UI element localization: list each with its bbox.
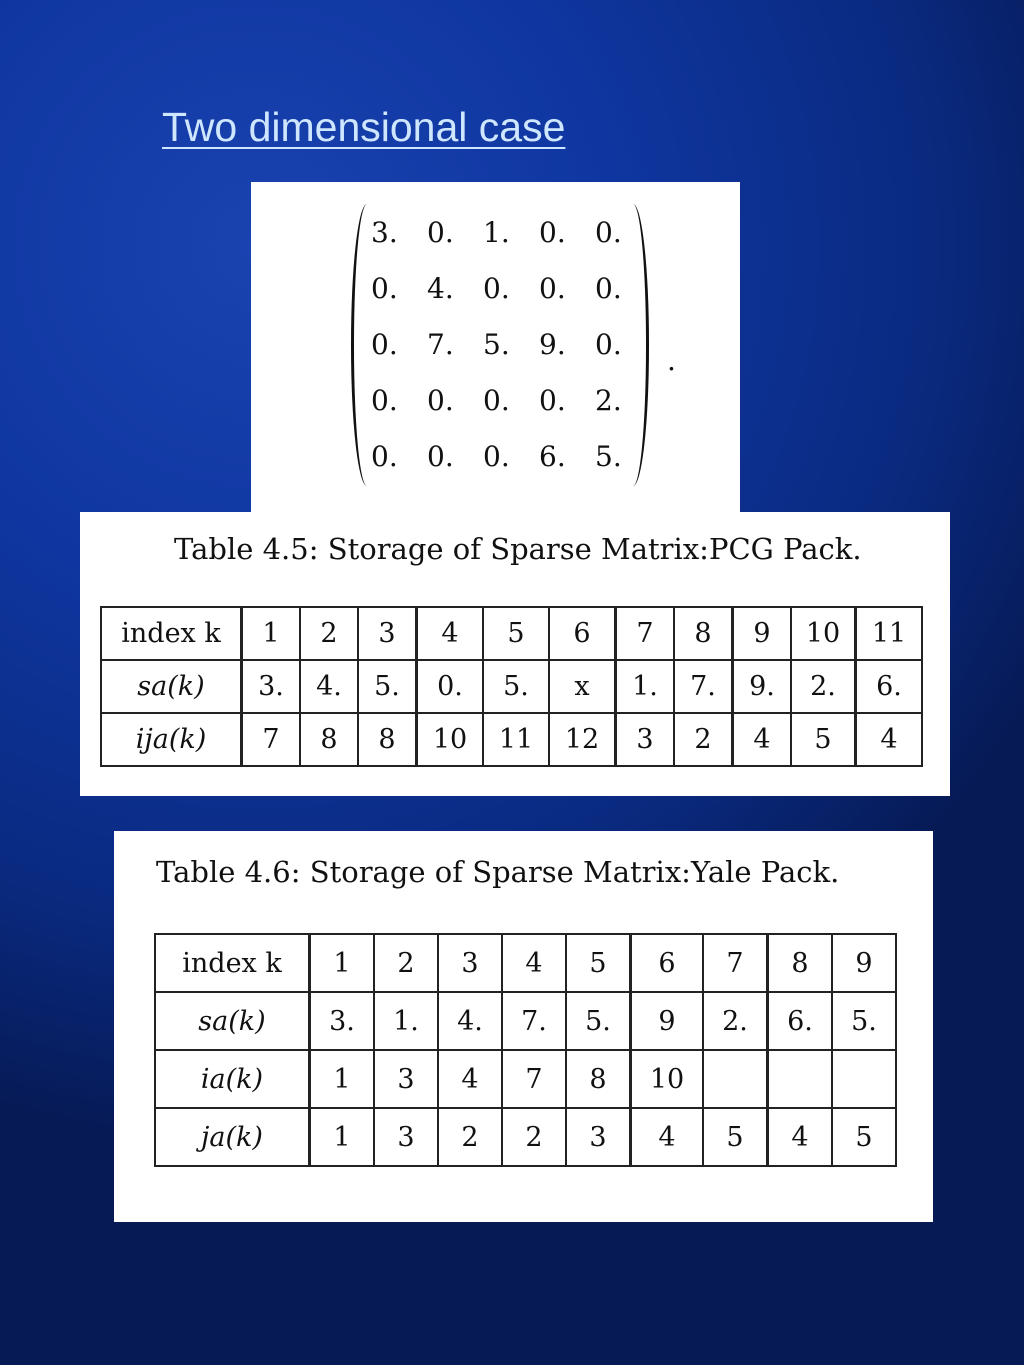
table-row [155, 992, 896, 1050]
table-row [155, 1050, 896, 1108]
ia-cell: 3 [374, 1050, 438, 1108]
index-cell: 6 [549, 607, 616, 660]
matrix-cell: 6. [539, 440, 566, 473]
slide-title-link[interactable]: Two dimensional case [162, 104, 566, 150]
index-cell: 6 [631, 934, 704, 992]
index-cell: 3 [438, 934, 502, 992]
index-cell: 9 [832, 934, 896, 992]
ja-cell: 2 [438, 1108, 502, 1166]
ija-cell: 3 [616, 713, 675, 766]
matrix-cell: 2. [595, 384, 622, 417]
matrix-cell: 0. [483, 440, 510, 473]
sa-cell: 1. [374, 992, 438, 1050]
table-row [101, 607, 922, 660]
matrix-cell: 0. [595, 272, 622, 305]
ija-cell: 11 [483, 713, 549, 766]
index-cell: 10 [791, 607, 856, 660]
row-header-index: index k [155, 934, 310, 992]
table-row [101, 713, 922, 766]
row-header-sa: sa(k) [155, 992, 310, 1050]
matrix-cell: 0. [483, 384, 510, 417]
matrix-cell: 0. [539, 384, 566, 417]
index-cell: 5 [566, 934, 631, 992]
yale-storage-table [154, 933, 897, 1167]
ija-cell: 10 [417, 713, 484, 766]
matrix-cell: 0. [371, 440, 398, 473]
matrix-grid [371, 216, 651, 496]
index-cell: 1 [310, 934, 375, 992]
pcg-storage-table [100, 606, 923, 767]
index-cell: 4 [502, 934, 566, 992]
sa-cell: 5. [483, 660, 549, 713]
ia-cell: 4 [438, 1050, 502, 1108]
ija-cell: 4 [856, 713, 923, 766]
matrix-cell: 5. [595, 440, 622, 473]
index-cell: 8 [768, 934, 833, 992]
sa-cell: 5. [358, 660, 417, 713]
matrix-cell: 4. [427, 272, 454, 305]
index-cell: 9 [733, 607, 792, 660]
sa-cell: 5. [832, 992, 896, 1050]
table-row [155, 1108, 896, 1166]
ja-cell: 3 [566, 1108, 631, 1166]
ija-cell: 5 [791, 713, 856, 766]
matrix-cell: 0. [595, 216, 622, 249]
index-cell: 2 [374, 934, 438, 992]
sa-cell: 5. [566, 992, 631, 1050]
matrix-cell: 0. [539, 216, 566, 249]
sa-cell: 9 [631, 992, 704, 1050]
matrix-cell: 0. [371, 272, 398, 305]
table-row [101, 660, 922, 713]
row-header-ia: ia(k) [155, 1050, 310, 1108]
ja-cell: 4 [631, 1108, 704, 1166]
ia-cell [832, 1050, 896, 1108]
matrix-row [371, 440, 651, 496]
index-cell: 5 [483, 607, 549, 660]
matrix-row [371, 216, 651, 272]
matrix-cell: 0. [427, 384, 454, 417]
index-cell: 1 [242, 607, 301, 660]
matrix-cell: 0. [483, 272, 510, 305]
index-cell: 4 [417, 607, 484, 660]
ija-cell: 4 [733, 713, 792, 766]
yale-table-caption: Table 4.6: Storage of Sparse Matrix:Yale Pack. [156, 855, 840, 889]
ija-cell: 7 [242, 713, 301, 766]
matrix-cell: 0. [595, 328, 622, 361]
matrix-cell: 1. [483, 216, 510, 249]
matrix-row [371, 328, 651, 384]
ja-cell: 1 [310, 1108, 375, 1166]
matrix-cell: 0. [371, 384, 398, 417]
left-parenthesis [351, 204, 367, 486]
sa-cell: 9. [733, 660, 792, 713]
matrix-row [371, 384, 651, 440]
sa-cell: 3. [310, 992, 375, 1050]
row-header-ija: ija(k) [101, 713, 242, 766]
yale-table-panel [114, 831, 933, 1222]
ia-cell: 8 [566, 1050, 631, 1108]
sa-cell: 7. [502, 992, 566, 1050]
matrix [351, 200, 676, 490]
sa-cell: x [549, 660, 616, 713]
ja-cell: 2 [502, 1108, 566, 1166]
matrix-cell: 0. [539, 272, 566, 305]
row-header-index: index k [101, 607, 242, 660]
ja-cell: 4 [768, 1108, 833, 1166]
pcg-table-caption: Table 4.5: Storage of Sparse Matrix:PCG Pack. [174, 532, 862, 566]
matrix-cell: 0. [427, 216, 454, 249]
index-cell: 3 [358, 607, 417, 660]
matrix-cell: 0. [371, 328, 398, 361]
sa-cell: 6. [856, 660, 923, 713]
matrix-cell: 5. [483, 328, 510, 361]
ija-cell: 2 [674, 713, 733, 766]
row-header-sa: sa(k) [101, 660, 242, 713]
matrix-cell: 7. [427, 328, 454, 361]
ia-cell [703, 1050, 768, 1108]
ja-cell: 5 [703, 1108, 768, 1166]
matrix-cell: 9. [539, 328, 566, 361]
sa-cell: 6. [768, 992, 833, 1050]
index-cell: 11 [856, 607, 923, 660]
index-cell: 2 [300, 607, 358, 660]
ja-cell: 5 [832, 1108, 896, 1166]
ia-cell [768, 1050, 833, 1108]
index-cell: 7 [616, 607, 675, 660]
ija-cell: 12 [549, 713, 616, 766]
sa-cell: 1. [616, 660, 675, 713]
ja-cell: 3 [374, 1108, 438, 1166]
sa-cell: 2. [703, 992, 768, 1050]
matrix-cell: 3. [371, 216, 398, 249]
matrix-cell: 0. [427, 440, 454, 473]
ia-cell: 1 [310, 1050, 375, 1108]
matrix-image-panel [251, 182, 740, 516]
row-header-ja: ja(k) [155, 1108, 310, 1166]
ia-cell: 10 [631, 1050, 704, 1108]
index-cell: 8 [674, 607, 733, 660]
pcg-table-panel [80, 512, 950, 796]
table-row [155, 934, 896, 992]
sa-cell: 0. [417, 660, 484, 713]
sa-cell: 2. [791, 660, 856, 713]
sa-cell: 3. [242, 660, 301, 713]
ija-cell: 8 [358, 713, 417, 766]
sa-cell: 4. [438, 992, 502, 1050]
sa-cell: 7. [674, 660, 733, 713]
ija-cell: 8 [300, 713, 358, 766]
matrix-trailing-period: . [667, 344, 676, 377]
matrix-row [371, 272, 651, 328]
index-cell: 7 [703, 934, 768, 992]
sa-cell: 4. [300, 660, 358, 713]
ia-cell: 7 [502, 1050, 566, 1108]
